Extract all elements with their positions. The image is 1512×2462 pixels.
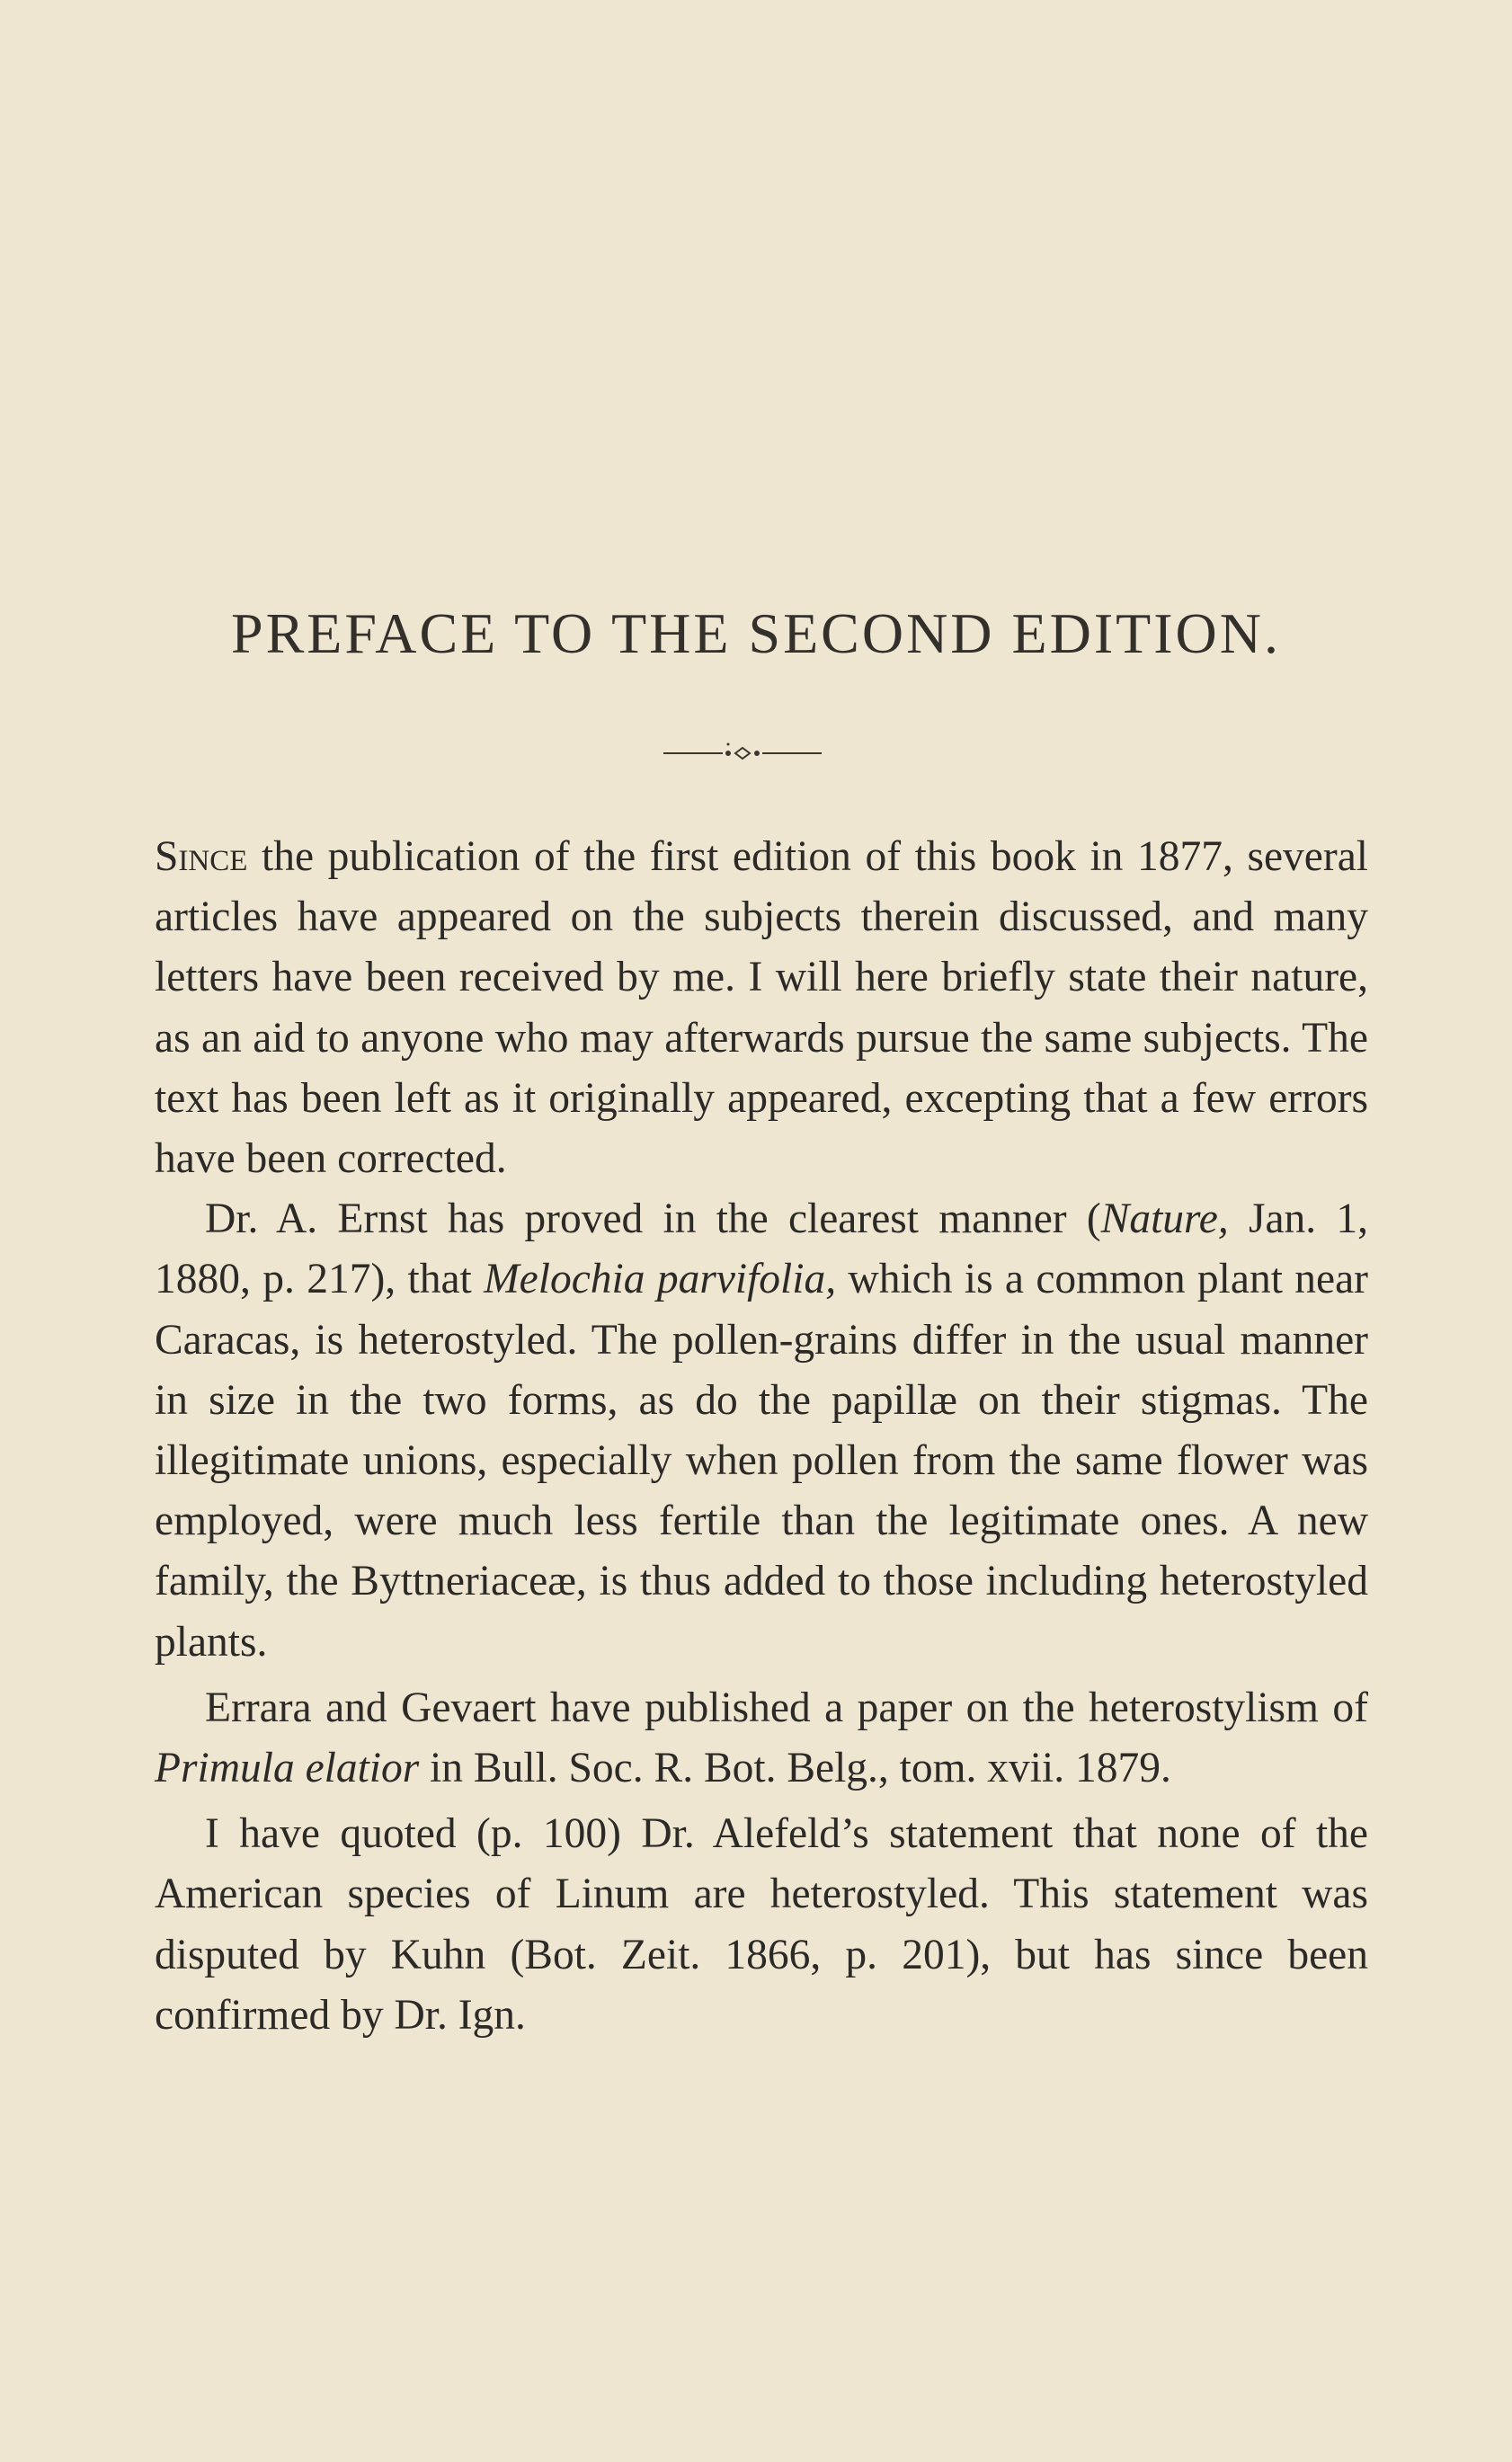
paragraph-3-text-a: Errara and Gevaert have published a paper on the heterostylism of [205, 1684, 1368, 1731]
paragraph-1 [155, 827, 1368, 1189]
species-name-melochia: Melochia parvifolia, [484, 1256, 837, 1303]
paragraph-4 [155, 1804, 1368, 2046]
paragraph-2-text-c: which is a common plant near Caracas, is heterostyled. The pollen-grains differ in the usual manner in size in the two forms, as do the papillæ on their stigmas. The illegitimate unions, especially when pollen from the same flower was employed, were much less fertile than the legitimate ones. A new family, the Byttneriaceæ, is thus added to those including heterostyled plants. [155, 1256, 1369, 1666]
paragraph-3-text-b: in Bull. Soc. R. Bot. Belg., tom. xvii. 1879. [419, 1745, 1171, 1792]
paragraph-2-text-a: Dr. A. Ernst has proved in the clearest manner ( [205, 1195, 1101, 1243]
paragraph-2 [155, 1189, 1368, 1673]
paragraph-2-text-b: Jan. 1, 1880, p. 217), that [155, 1195, 1368, 1303]
species-name-primula: Primula elatior [155, 1745, 420, 1792]
paragraph-1-text: the publication of the first edition of this book in 1877, several articles have appeared on the subjects therein discussed, and many letters have been received by me. I will here briefly state their nature, as an aid to anyone who may afterwards pursue the same subjects. The text has been left as it originally appeared, excepting that a few errors have been corrected. [155, 833, 1368, 1183]
page-title: PREFACE TO THE SECOND EDITION. [231, 601, 1281, 665]
preface-body [155, 827, 1368, 2046]
divider-ornament [662, 735, 823, 771]
journal-title-nature: Nature, [1100, 1195, 1229, 1243]
drop-lead-word: Since [155, 833, 248, 880]
paragraph-4-text: I have quoted (p. 100) Dr. Alefeld’s statement that none of the American species of Linum are heterostyled. This statement was disputed by Kuhn (Bot. Zeit. 1866, p. 201), but has since been confirmed by Dr. Ign. [155, 1810, 1368, 2039]
paragraph-3 [155, 1678, 1368, 1799]
